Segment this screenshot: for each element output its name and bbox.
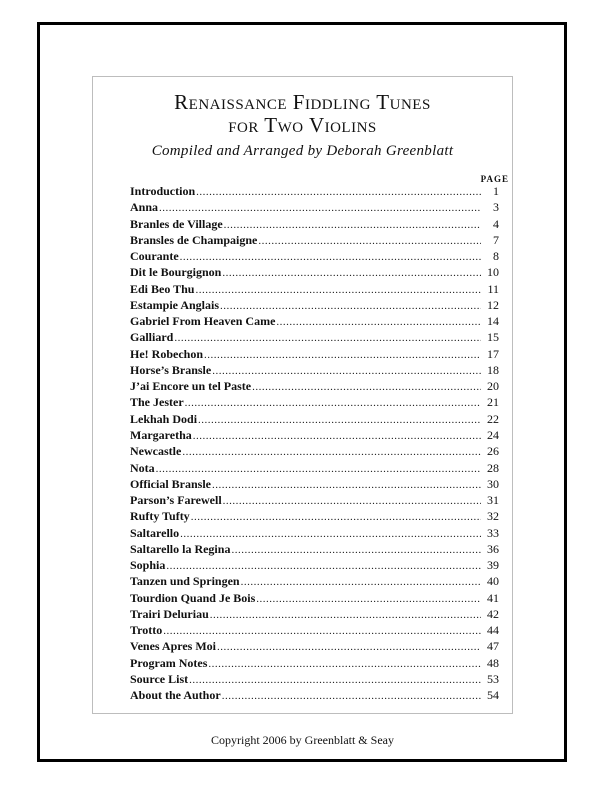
toc-entry-page-number: 36 <box>487 541 499 556</box>
dot-leader <box>222 688 481 704</box>
toc-entry-title: Lekhah Dodi <box>130 411 198 426</box>
toc-entry-title: Saltarello la Regina <box>130 541 231 556</box>
toc-entry-title: Saltarello <box>130 525 180 540</box>
toc-entry-page-number: 47 <box>487 639 499 654</box>
toc-entry-page-number: 4 <box>493 216 499 231</box>
toc-entry-page-number: 14 <box>487 314 499 329</box>
toc-entry-title: Rufty Tufty <box>130 509 190 524</box>
toc-entry[interactable] <box>130 655 499 671</box>
book-subtitle: Compiled and Arranged by Deborah Greenblatt <box>151 143 454 159</box>
dot-leader <box>212 363 481 379</box>
toc-entry-page-number: 3 <box>493 200 499 215</box>
toc-entry-title: Source List <box>130 671 189 686</box>
toc-entry[interactable] <box>130 606 499 622</box>
toc-entry[interactable] <box>130 427 499 443</box>
toc-entry[interactable] <box>130 525 499 541</box>
toc-entry-page-number: 22 <box>487 411 499 426</box>
toc-entry-page-number: 15 <box>487 330 499 345</box>
toc-entry[interactable] <box>130 590 499 606</box>
dot-leader <box>193 428 481 444</box>
dot-leader <box>222 265 481 281</box>
toc-entry-title: Venes Apres Moi <box>130 639 217 654</box>
toc-entry[interactable] <box>130 329 499 345</box>
book-title-line-1: Renaissance Fiddling Tunes <box>174 90 431 114</box>
toc-entry-title: Dit le Bourgignon <box>130 265 222 280</box>
toc-entry-page-number: 32 <box>487 509 499 524</box>
dot-leader <box>182 444 481 460</box>
toc-entry-title: Official Bransle <box>130 476 211 491</box>
toc-entry-title: The Jester <box>130 395 184 410</box>
dot-leader <box>180 249 481 265</box>
toc-entry-page-number: 20 <box>487 379 499 394</box>
toc-entry-page-number: 33 <box>487 525 499 540</box>
toc-entry-title: Nota <box>130 460 155 475</box>
toc-entry-page-number: 40 <box>487 574 499 589</box>
toc-entry-title: Program Notes <box>130 655 208 670</box>
toc-entry-title: Sophia <box>130 558 166 573</box>
toc-entry[interactable] <box>130 394 499 410</box>
toc-entry-title: Trairi Deluriau <box>130 606 209 621</box>
toc-entry-page-number: 18 <box>487 362 499 377</box>
toc-entry-title: Introduction <box>130 184 196 198</box>
toc-entry[interactable] <box>130 216 499 232</box>
dot-leader <box>191 509 481 525</box>
copyright-notice: Copyright 2006 by Greenblatt & Seay <box>211 733 394 747</box>
toc-entry-title: Gabriel From Heaven Came <box>130 314 276 329</box>
toc-entry-title: Bransles de Champaigne <box>130 232 258 247</box>
toc-entry[interactable] <box>130 362 499 378</box>
dot-leader <box>156 461 481 477</box>
dot-leader <box>196 184 481 200</box>
toc-entry[interactable] <box>130 573 499 589</box>
dot-leader <box>241 574 481 590</box>
dot-leader <box>276 314 481 330</box>
dot-leader <box>212 477 481 493</box>
toc-entry-page-number: 44 <box>487 623 499 638</box>
toc-entry-title: J’ai Encore un tel Paste <box>130 379 252 394</box>
dot-leader <box>159 200 481 216</box>
toc-entry-title: Estampie Anglais <box>130 297 220 312</box>
toc-entry-page-number: 31 <box>487 493 499 508</box>
toc-entry[interactable] <box>130 199 499 215</box>
dot-leader <box>163 623 481 639</box>
toc-entry-page-number: 26 <box>487 444 499 459</box>
toc-entry-page-number: 1 <box>493 184 499 198</box>
toc-entry-page-number: 42 <box>487 606 499 621</box>
toc-entry-page-number: 54 <box>487 688 499 703</box>
book-title-line-2: for Two Violins <box>228 113 377 137</box>
dot-leader <box>217 639 481 655</box>
dot-leader <box>223 493 481 509</box>
toc-entry-page-number: 48 <box>487 655 499 670</box>
page-column-header: PAGE <box>480 174 509 184</box>
toc-entry[interactable] <box>130 297 499 313</box>
dot-leader <box>258 233 481 249</box>
toc-entry-title: Courante <box>130 249 179 264</box>
toc-entry[interactable] <box>130 411 499 427</box>
dot-leader <box>256 591 481 607</box>
toc-entry[interactable] <box>130 687 499 703</box>
toc-entry-title: Tanzen und Springen <box>130 574 240 589</box>
dot-leader <box>210 607 481 623</box>
dot-leader <box>224 217 481 233</box>
toc-entry-title: Anna <box>130 200 159 215</box>
dot-leader <box>174 330 481 346</box>
dot-leader <box>166 558 481 574</box>
dot-leader <box>180 526 481 542</box>
toc-entry-title: Edi Beo Thu <box>130 281 195 296</box>
toc-entry-title: He! Robechon <box>130 346 203 361</box>
toc-entry-page-number: 28 <box>487 460 499 475</box>
toc-entry-page-number: 10 <box>487 265 499 280</box>
dot-leader <box>208 656 481 672</box>
dot-leader <box>252 379 481 395</box>
toc-entry[interactable] <box>130 671 499 687</box>
toc-entry[interactable] <box>130 622 499 638</box>
table-of-contents <box>130 183 499 704</box>
toc-entry-page-number: 7 <box>493 232 499 247</box>
toc-entry-page-number: 24 <box>487 427 499 442</box>
toc-entry-page-number: 12 <box>487 297 499 312</box>
toc-entry[interactable] <box>130 541 499 557</box>
toc-entry-title: Horse’s Bransle <box>130 362 212 377</box>
toc-entry[interactable] <box>130 232 499 248</box>
toc-entry[interactable] <box>130 264 499 280</box>
toc-entry-page-number: 11 <box>487 281 499 296</box>
dot-leader <box>231 542 481 558</box>
dot-leader <box>220 298 481 314</box>
toc-entry[interactable] <box>130 476 499 492</box>
toc-entry[interactable] <box>130 313 499 329</box>
toc-entry-page-number: 21 <box>487 395 499 410</box>
toc-entry[interactable] <box>130 248 499 264</box>
toc-entry-title: Branles de Village <box>130 216 223 231</box>
toc-entry[interactable] <box>130 443 499 459</box>
toc-entry-title: Parson’s Farewell <box>130 493 222 508</box>
toc-entry-page-number: 39 <box>487 558 499 573</box>
toc-entry[interactable] <box>130 492 499 508</box>
dot-leader <box>204 347 481 363</box>
toc-entry-page-number: 41 <box>487 590 499 605</box>
toc-entry-page-number: 8 <box>493 249 499 264</box>
toc-entry-title: Trotto <box>130 623 163 638</box>
dot-leader <box>195 282 481 298</box>
toc-entry[interactable] <box>130 378 499 394</box>
toc-entry[interactable] <box>130 508 499 524</box>
toc-entry-page-number: 30 <box>487 476 499 491</box>
toc-entry-title: Newcastle <box>130 444 182 459</box>
toc-entry-title: Tourdion Quand Je Bois <box>130 590 256 605</box>
dot-leader <box>185 395 481 411</box>
toc-entry[interactable] <box>130 183 499 199</box>
toc-entry-title: About the Author <box>130 688 221 703</box>
toc-entry-page-number: 17 <box>487 346 499 361</box>
toc-entry[interactable] <box>130 346 499 362</box>
toc-entry-title: Margaretha <box>130 427 192 442</box>
toc-entry[interactable] <box>130 638 499 654</box>
toc-entry[interactable] <box>130 281 499 297</box>
toc-entry[interactable] <box>130 557 499 573</box>
toc-entry-title: Galliard <box>130 330 174 345</box>
toc-entry-page-number: 53 <box>487 671 499 686</box>
dot-leader <box>198 412 481 428</box>
toc-entry[interactable] <box>130 460 499 476</box>
dot-leader <box>189 672 481 688</box>
